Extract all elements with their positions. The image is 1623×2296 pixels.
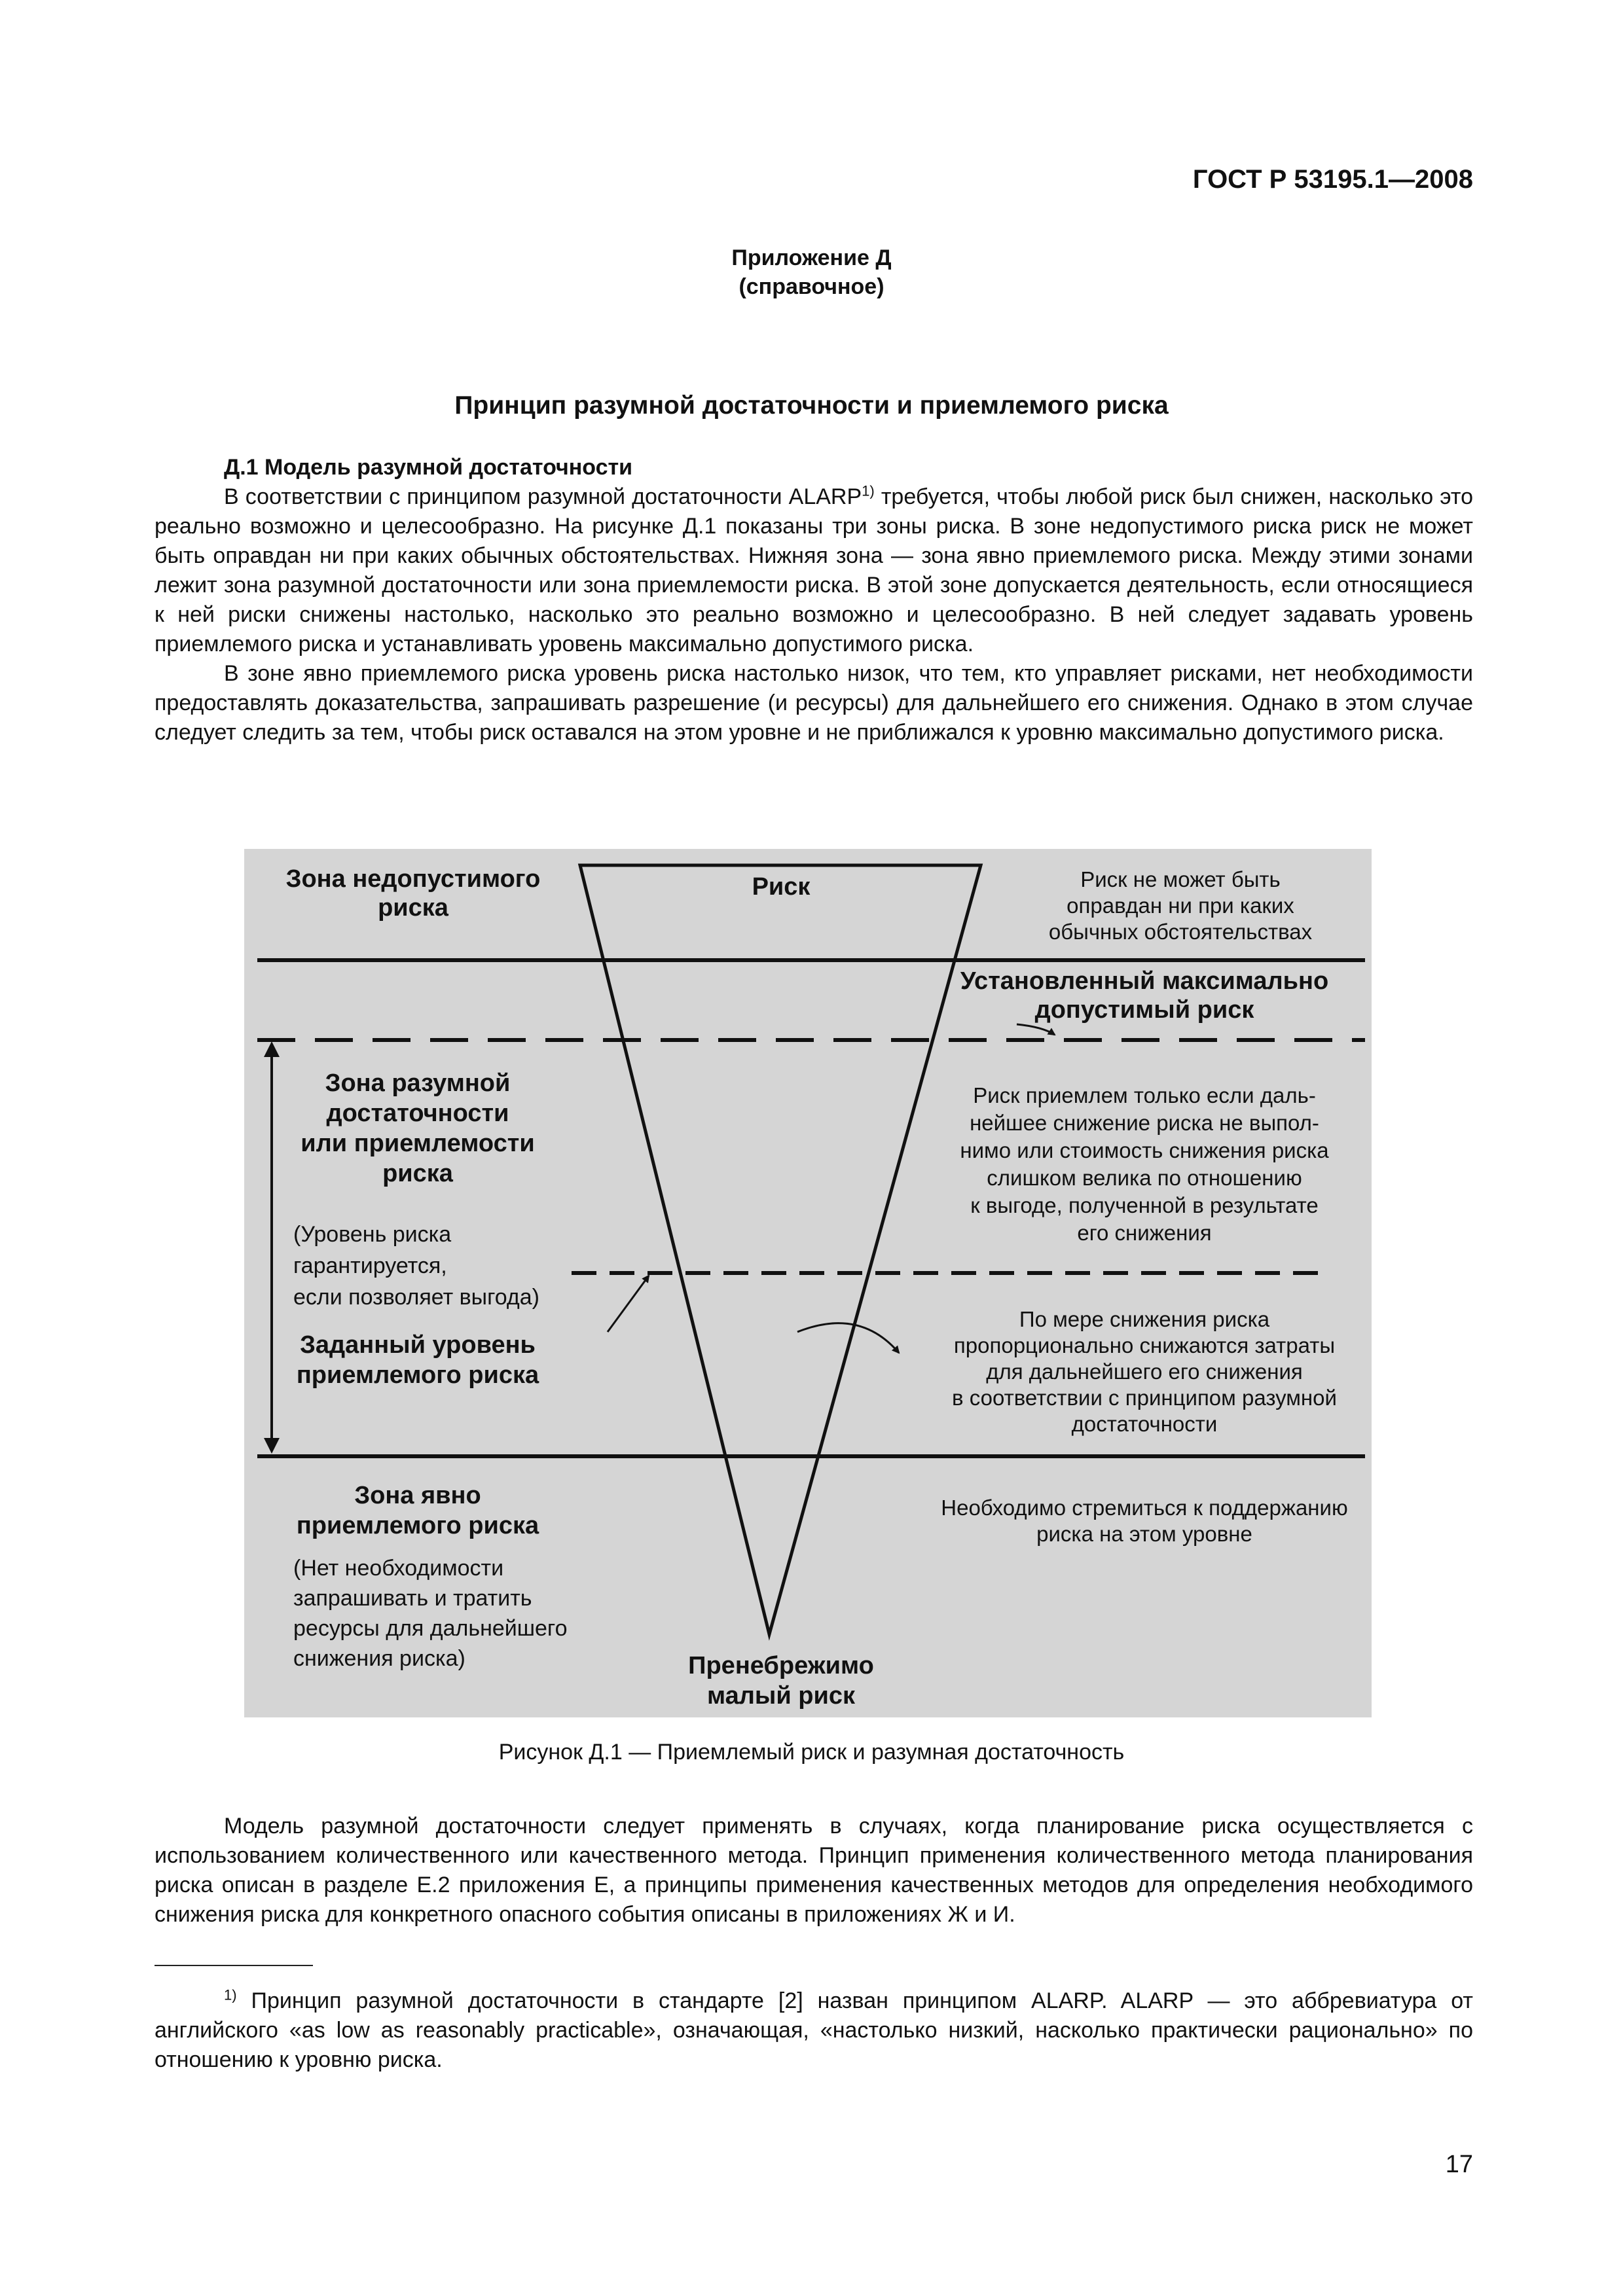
risk-label: Риск: [752, 873, 811, 901]
zone-mid-note-3: если позволяет выгода): [293, 1285, 539, 1310]
paragraph-1-start: В соответствии с принципом разумной достаточности ALARP: [224, 484, 862, 509]
paragraph-3: Модель разумной достаточности следует применять в случаях, когда планирование риска осуществляется с использованием количественного или качественного метода. Принцип применения количественного метода планирования риска описан в разделе Е.2 приложения Е, а принципы применения качественных методов для определения необходимого снижения риска для конкретного опасного события описаны в приложениях Ж и И.: [155, 1814, 1473, 1927]
zone-low-note-4: снижения риска): [293, 1646, 465, 1671]
mid-right-text-6: его снижения: [1077, 1221, 1212, 1245]
proportional-text-5: достаточности: [1071, 1412, 1218, 1436]
max-risk-label-2: допустимый риск: [1034, 996, 1254, 1024]
footnote-divider: [155, 1965, 313, 1966]
mid-right-text-2: нейшее снижение риска не выпол-: [970, 1111, 1319, 1135]
zone-mid-label-1: Зона разумной: [325, 1069, 511, 1097]
zone-top-label-2: риска: [378, 894, 448, 922]
top-right-text-3: обычных обстоятельствах: [1048, 920, 1313, 944]
closing-body: [155, 1812, 1473, 1929]
set-level-label-1: Заданный уровень: [300, 1331, 536, 1359]
appendix-status: (справочное): [739, 274, 884, 299]
low-right-text-2: риска на этом уровне: [1036, 1522, 1252, 1546]
zone-low-label-1: Зона явно: [354, 1482, 481, 1509]
footnote-mark: 1): [224, 1986, 237, 2003]
zone-mid-label-3: или приемлемости: [301, 1130, 535, 1157]
set-level-label-2: приемлемого риска: [296, 1361, 539, 1389]
negligible-risk-label-1: Пренебрежимо: [688, 1652, 874, 1679]
footnote-text: Принцип разумной достаточности в стандарте [2] назван принципом ALARP. ALARP — это аббревиатура от английского «as low as reasonably practicable», означающая, «настолько низкий, насколько практически рационально» по отношению к уровню риска.: [155, 1988, 1473, 2072]
alarp-figure: [244, 849, 1372, 1717]
appendix-label: Приложение Д: [731, 245, 892, 270]
proportional-text-2: пропорционально снижаются затраты: [953, 1333, 1336, 1357]
page-title: Принцип разумной достаточности и приемлемого риска: [454, 391, 1169, 420]
document-number: ГОСТ Р 53195.1—2008: [1192, 165, 1473, 194]
paragraph-1: [155, 482, 1473, 659]
top-right-text-2: оправдан ни при каких: [1067, 893, 1294, 918]
max-risk-label-1: Установленный максимально: [960, 967, 1329, 995]
zone-low-note-2: запрашивать и тратить: [293, 1586, 532, 1611]
paragraph-2: В зоне явно приемлемого риска уровень риска настолько низок, что тем, кто управляет рисками, нет необходимости предоставлять доказательства, запрашивать разрешение (и ресурсы) для дальнейшего его снижения. Однако в этом случае следует следить за тем, чтобы риск оставался на этом уровне и не приближался к уровню максимально допустимого риска.: [155, 661, 1473, 745]
negligible-risk-label-2: малый риск: [707, 1682, 855, 1710]
mid-right-text-5: к выгоде, полученной в результате: [970, 1193, 1319, 1217]
zone-mid-note-1: (Уровень риска: [293, 1222, 452, 1247]
proportional-text-1: По мере снижения риска: [1019, 1307, 1270, 1331]
zone-mid-note-2: гарантируется,: [293, 1253, 447, 1278]
mid-right-text-4: слишком велика по отношению: [987, 1166, 1302, 1190]
zone-top-label-1: Зона недопустимого: [285, 865, 541, 893]
section-body: [155, 453, 1473, 747]
zone-low-note-3: ресурсы для дальнейшего: [293, 1616, 568, 1641]
paragraph-1-rest: требуется, чтобы любой риск был снижен, насколько это реально возможно и целесообразно. На рисунке Д.1 показаны три зоны риска. В зоне недопустимого риска риск не может быть оправдан ни при каких обычных обстоятельствах. Нижняя зона — зона явно приемлемого риска. Между этими зонами лежит зона разумной достаточности или зона приемлемости риска. В этой зоне допускается деятельность, если относящиеся к ней риски снижены настолько, насколько это реально возможно и целесообразно. В ней следует задавать уровень приемлемого риска и устанавливать уровень максимально допустимого риска.: [155, 484, 1473, 656]
low-right-text-1: Необходимо стремиться к поддержанию: [941, 1496, 1348, 1520]
page-number: 17: [1445, 2151, 1473, 2178]
mid-right-text-1: Риск приемлем только если даль-: [973, 1083, 1316, 1107]
footnote-ref[interactable]: 1): [862, 482, 875, 499]
zone-low-note-1: (Нет необходимости: [293, 1556, 504, 1581]
appendix-heading: [0, 243, 1623, 301]
footnote: [155, 1986, 1473, 2075]
top-right-text-1: Риск не может быть: [1080, 867, 1281, 891]
figure-caption: Рисунок Д.1 — Приемлемый риск и разумная достаточность: [498, 1740, 1125, 1765]
zone-mid-label-2: достаточности: [326, 1100, 509, 1127]
zone-mid-label-4: риска: [382, 1160, 453, 1187]
section-heading: Д.1 Модель разумной достаточности: [224, 455, 633, 480]
proportional-text-3: для дальнейшего его снижения: [986, 1359, 1303, 1384]
proportional-text-4: в соответствии с принципом разумной: [952, 1386, 1337, 1410]
zone-low-label-2: приемлемого риска: [296, 1512, 539, 1539]
mid-right-text-3: нимо или стоимость снижения риска: [960, 1138, 1329, 1162]
